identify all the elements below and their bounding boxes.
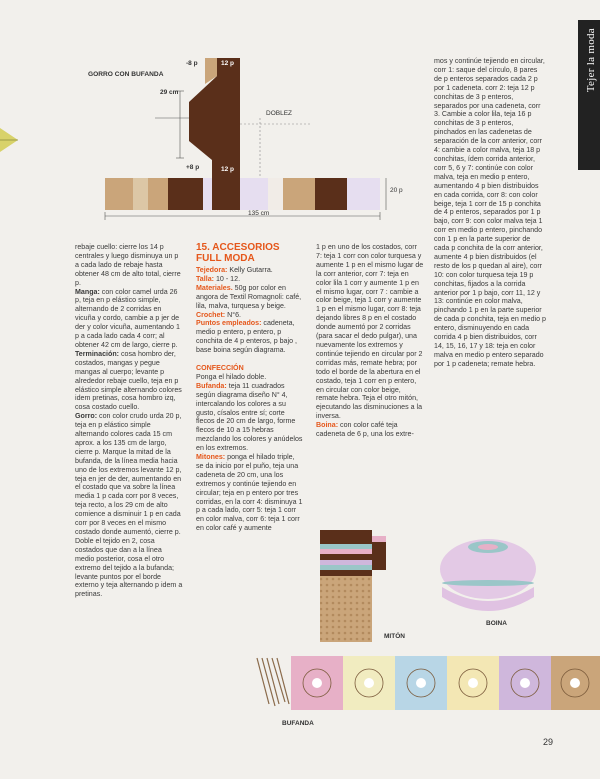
scarf-hat-diagram	[100, 56, 420, 228]
caption-bufanda: BUFANDA	[282, 720, 314, 727]
scarf-illustration	[255, 654, 600, 714]
column-2: Tejedora: Kelly Gutarra. Talla: 10 - 12. Materiales. 50g por color en angora de Textil Romagnoli: café, lila, malva, turquesa y beige. Crochet: N°6. Puntos empleados: cadeneta, medio p entero, p entero, p conchita de 4 p enteros, p bajo , base boina según diagrama. CONFECCIÓN Ponga el hilado doble. Bufanda: teja 11 cuadrados según diagrama diseño N° 4, intercalando los colores a su gusto, císalos entre sí; corte flecos de 20 cm de largo, forme flecos de 10 a 15 hebras mezclando los colores y anúdelos en los extremos. Mitones: ponga el hilado triple, se da inicio por el puño, teja una cadeneta de 20 cm, una los extremos y continúe tejiendo en circular; teja en p entero por tres corridas, en la corr 4: disminuya 1 p a cada lado, corr 5: teja 1 corr en color malva, corr 6: teja 1 corr en color café y aumente	[196, 266, 303, 533]
section-tab-label: Tejer la moda	[585, 28, 597, 93]
leaf-decoration	[0, 120, 22, 160]
mitten-illustration	[312, 522, 392, 644]
column-4: mos y continúe tejiendo en circular, corr 1: saque del círculo, 8 pares de p enteros separados cada 2 p por 1 cadeneta. corr 2: teja 12 p conchitas de 3 p enteros, separados por una cadeneta, corr 3. Cambie a color lila, teja 16 p conchitas de 3 p enteros, pinchados en las cadenetas de separación de la corr anterior, corr 4: cambie a color malva, teja 18 p conchitas, ídem corrida anterior, corr 5, 6 y 7: continúe con color malva, teja en medio p entero, aumentando 4 p bien distribuidos en cada corrida, corr 8: con color beige, teja 1 corr de 15 p conchita de 4 p enteros, separados por 1 p bajo, corr 9: con color malva teja 1 corr en medio p entero, pinchando con 1 p en la parte superior de cada p conchita de la corr anterior, aumente 4 p bien distribuidos (el resto de los p quedan al aire), corr 10: con color turquesa teja 19 p conchitas, fijados a la corrida anterior por 1 p bajo, corr 11, 12 y 13: continúe en color malva, pinchando 1 p en la parte superior de cada p conchita, teja en medio p entero, disminuyendo en cada corrida 4 p bien distribuidos, corr 14, 15, 16, 17 y 18: teja en color malva en medio p entero separado por 1 p cadeneta; remate hebra.	[434, 57, 546, 368]
caption-boina: BOINA	[486, 620, 507, 627]
beret-illustration	[430, 535, 550, 615]
label-135cm: 135 cm	[248, 210, 270, 217]
page-number: 29	[543, 737, 554, 747]
diagram-title: GORRO CON BUFANDA	[88, 71, 164, 78]
label-doblez: DOBLEZ	[266, 110, 293, 117]
column-3: 1 p en uno de los costados, corr 7: teja 1 corr con color turquesa y aumente 1 p en el mismo lugar de la corr anterior, corr 7: teja en color lila 1 corr y aumente 1 p en el mismo lugar, corr 7 : cambie a color beige, teja 1 corr y aumente 1 p en el mismo lugar, corr 8: teja dejando libres 8 p en el costado donde aumentó por 2 corridas (para sacar el dedo pulgar), una nuevamente los extremos y continúe tejiendo en circular por 2 corridas más, remate hebra; por todo el borde de la abertura en el costado, teja 1 corr en p entero, en circular con color beige, remate hebra. Teja el otro mitón, ejecutando las disminuciones a la inversa. Boina: con color café teja cadeneta de 6 p, una los extre-	[316, 243, 424, 439]
label-12p-top: 12 p	[221, 60, 235, 67]
label-29cm: 29 cm	[160, 89, 179, 96]
column-1: rebaje cuello: cierre los 14 p centrales y luego disminuya un p a cada lado de rebaje hasta obtener 48 cm de alto total, cierre p. Manga: con color camel urda 26 p, teja en p elástico simple, alternando de 2 corridas en vicuña y cordo, cambie a p jer de der y color vicuña, aumentando 1 p a cada lado cada 4 corr; al obtener 42 cm de largo, cierre p. Terminación: cosa hombro der, costados, mangas y pegue mangas al cuerpo; levante p alrededor rebaje cuello, teja en p elástico simple alternando colores idem pretinas, cosa hombro izq, cosa costado cuello. Gorro: con color crudo urda 20 p, teja en p elástico simple alternando colores cada 15 cm aprox. a los 135 cm de largo, cierre p. Marque la mitad de la bufanda, de la línea media hacia uno de los extremos levante 12 p, teja en jer de der, aumentando en el costado que va sobre la línea media 1 p cada corr por 8 veces, teja recto, a los 29 cm de alto comience a disminuir 1 p en cada corr por 8 veces en el mismo costado donde aumentó, cierre p. Doble el tejido en 2, cosa costados que dan a la línea medio posterior, cosa el otro extremo del tejido a la bufanda; levante puntos por el borde externo y teja alternando p idem a pretinas.	[75, 243, 183, 599]
label-minus8: -8 p	[186, 60, 198, 67]
label-20p: 20 p	[390, 187, 403, 194]
caption-miton: MITÓN	[384, 633, 405, 640]
label-plus8: +8 p	[186, 164, 200, 171]
accessories-heading: 15. ACCESORIOS FULL MODA	[196, 242, 280, 264]
label-12p-bottom: 12 p	[221, 166, 235, 173]
